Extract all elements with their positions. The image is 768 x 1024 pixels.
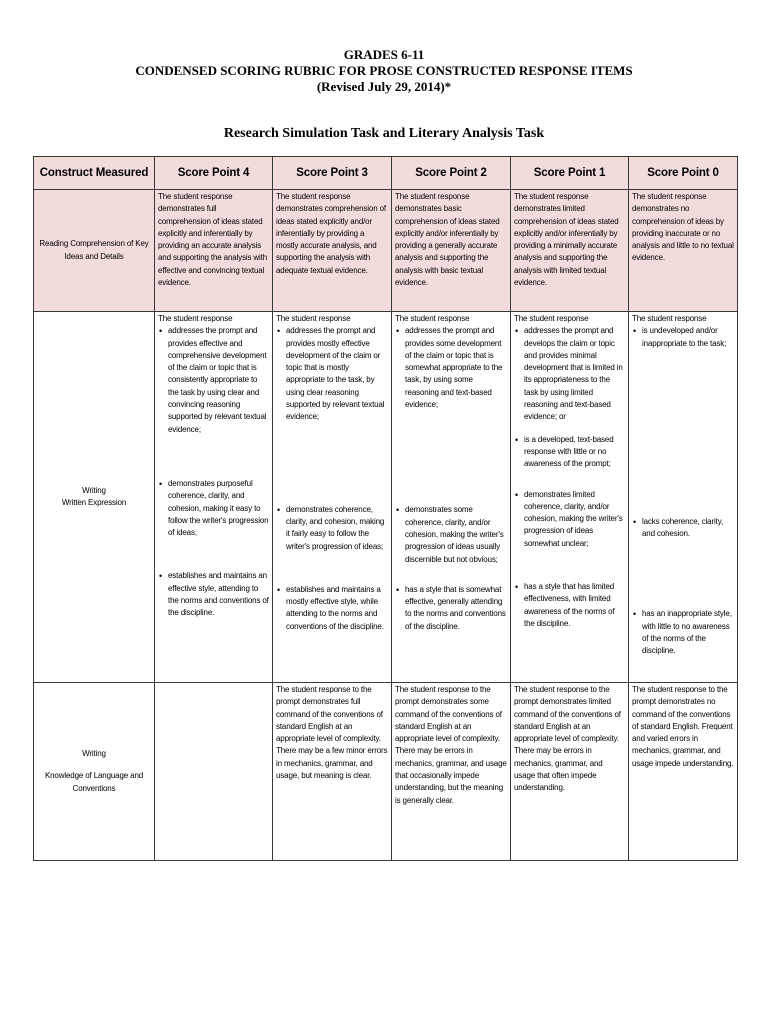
list-item: • addresses the prompt and provides effective and comprehensive development of the claim or topic that is consistently appropriate to the task by using clear and convincing reasoning supported by relevant textual evidence; xyxy=(158,325,269,436)
list-item: • is a developed, text-based response with little or no awareness of the prompt; xyxy=(514,434,625,471)
response-stem: The student response xyxy=(158,314,233,323)
grades-title: GRADES 6-11 xyxy=(343,47,425,62)
response-stem: The student response xyxy=(514,314,589,323)
written-expression-score-2 xyxy=(392,312,511,683)
written-expression-score-1 xyxy=(511,312,629,683)
list-item: • lacks coherence, clarity, and cohesion. xyxy=(632,516,734,541)
conventions-row xyxy=(34,683,738,861)
response-stem: The student response xyxy=(632,314,707,323)
conventions-score-3: The student response to the prompt demonstrates full command of the conventions of standard English at an appropriate level of complexity. There may be a few minor errors in mechanics, grammar, and usage, but meaning is clear. xyxy=(273,683,392,861)
list-item: • demonstrates some coherence, clarity, and/or cohesion, making the writer's progression of ideas usually discernible but not obvious; xyxy=(395,504,507,565)
list-item: • is undeveloped and/or inappropriate to the task; xyxy=(632,325,734,350)
header-score-3: Score Point 3 xyxy=(273,157,392,190)
list-item: • addresses the prompt and provides some development of the claim or topic that is somewhat appropriate to the task, by using some reasoning and text-based evidence; xyxy=(395,325,507,411)
response-stem: The student response xyxy=(276,314,351,323)
written-expression-label: Written Expression xyxy=(61,498,127,507)
reading-construct: Reading Comprehension of Key Ideas and Details xyxy=(34,190,155,312)
conventions-score-2: The student response to the prompt demonstrates some command of the conventions of standard English at an appropriate level of complexity. There may be errors in mechanics, grammar, and usage that occasionally impede understanding, but the meaning is generally clear. xyxy=(392,683,511,861)
task-subtitle: Research Simulation Task and Literary Analysis Task xyxy=(223,126,545,141)
reading-score-4: The student response demonstrates full comprehension of ideas stated explicitly and inferentially by providing an accurate analysis and supporting the analysis with effective and convincing textual evidence. xyxy=(155,190,273,312)
reading-score-3: The student response demonstrates comprehension of ideas stated explicitly and/or inferentially by providing a mostly accurate analysis, and supporting the analysis with adequate textual evidence. xyxy=(273,190,392,312)
conventions-score-0: The student response to the prompt demonstrates no command of the conventions of standard English. Frequent and varied errors in mechanics, grammar, and usage impede understanding. xyxy=(629,683,738,861)
written-expression-score-3 xyxy=(273,312,392,683)
list-item: • has a style that has limited effectiveness, with limited awareness of the norms of the discipline. xyxy=(514,581,625,630)
conventions-construct xyxy=(34,683,155,861)
list-item: • demonstrates limited coherence, clarity, and/or cohesion, making the writer's progression of ideas somewhat unclear; xyxy=(514,489,625,550)
revision-date: (Revised July 29, 2014)* xyxy=(316,79,452,94)
conventions-label: Knowledge of Language and Conventions xyxy=(44,771,144,793)
document-header xyxy=(0,47,768,95)
rubric-title: CONDENSED SCORING RUBRIC FOR PROSE CONSTRUCTED RESPONSE ITEMS xyxy=(135,63,633,78)
list-item: • has an inappropriate style, with little to no awareness of the norms of the discipline. xyxy=(632,608,734,657)
written-expression-construct xyxy=(34,312,155,683)
written-expression-score-4 xyxy=(155,312,273,683)
header-score-2: Score Point 2 xyxy=(392,157,511,190)
written-expression-score-0 xyxy=(629,312,738,683)
header-score-4: Score Point 4 xyxy=(155,157,273,190)
writing-label: Writing xyxy=(82,749,106,759)
list-item: • addresses the prompt and develops the claim or topic and provides minimal development that is limited in its appropriateness to the task by using limited reasoning and text-based evidence; or xyxy=(514,325,625,423)
conventions-score-4 xyxy=(155,683,273,861)
list-item: • demonstrates purposeful coherence, clarity, and cohesion, making it easy to follow the writer's progression of ideas; xyxy=(158,478,269,539)
scoring-rubric-table xyxy=(33,156,738,861)
list-item: • demonstrates coherence, clarity, and cohesion, making it fairly easy to follow the writer's progression of ideas; xyxy=(276,504,388,553)
list-item: • establishes and maintains an effective style, attending to the norms and conventions of the discipline. xyxy=(158,570,269,619)
list-item: • addresses the prompt and provides mostly effective development of the claim or topic that is mostly appropriate to the task, by using clear reasoning supported by relevant textual evidence; xyxy=(276,325,388,423)
list-item: • establishes and maintains a mostly effective style, while attending to the norms and conventions of the discipline. xyxy=(276,584,388,633)
conventions-score-1: The student response to the prompt demonstrates limited command of the conventions of standard English at an appropriate level of complexity. There may be errors in mechanics, grammar, and usage that often impede understanding. xyxy=(511,683,629,861)
reading-row xyxy=(34,190,738,312)
reading-score-1: The student response demonstrates limited comprehension of ideas stated explicitly and/or inferentially by providing a minimally accurate analysis and supporting the analysis with limited textual evidence. xyxy=(511,190,629,312)
header-score-0: Score Point 0 xyxy=(629,157,738,190)
response-stem: The student response xyxy=(395,314,470,323)
writing-label: Writing xyxy=(82,485,106,495)
header-score-1: Score Point 1 xyxy=(511,157,629,190)
table-header-row xyxy=(34,157,738,190)
list-item: • has a style that is somewhat effective, generally attending to the norms and conventions of the discipline. xyxy=(395,584,507,633)
reading-score-2: The student response demonstrates basic comprehension of ideas stated explicitly and/or inferentially by providing a generally accurate analysis and supporting the analysis with basic textual evidence. xyxy=(392,190,511,312)
written-expression-row xyxy=(34,312,738,683)
header-construct: Construct Measured xyxy=(34,157,155,190)
reading-score-0: The student response demonstrates no comprehension of ideas by providing inaccurate or no analysis and little to no textual evidence. xyxy=(629,190,738,312)
